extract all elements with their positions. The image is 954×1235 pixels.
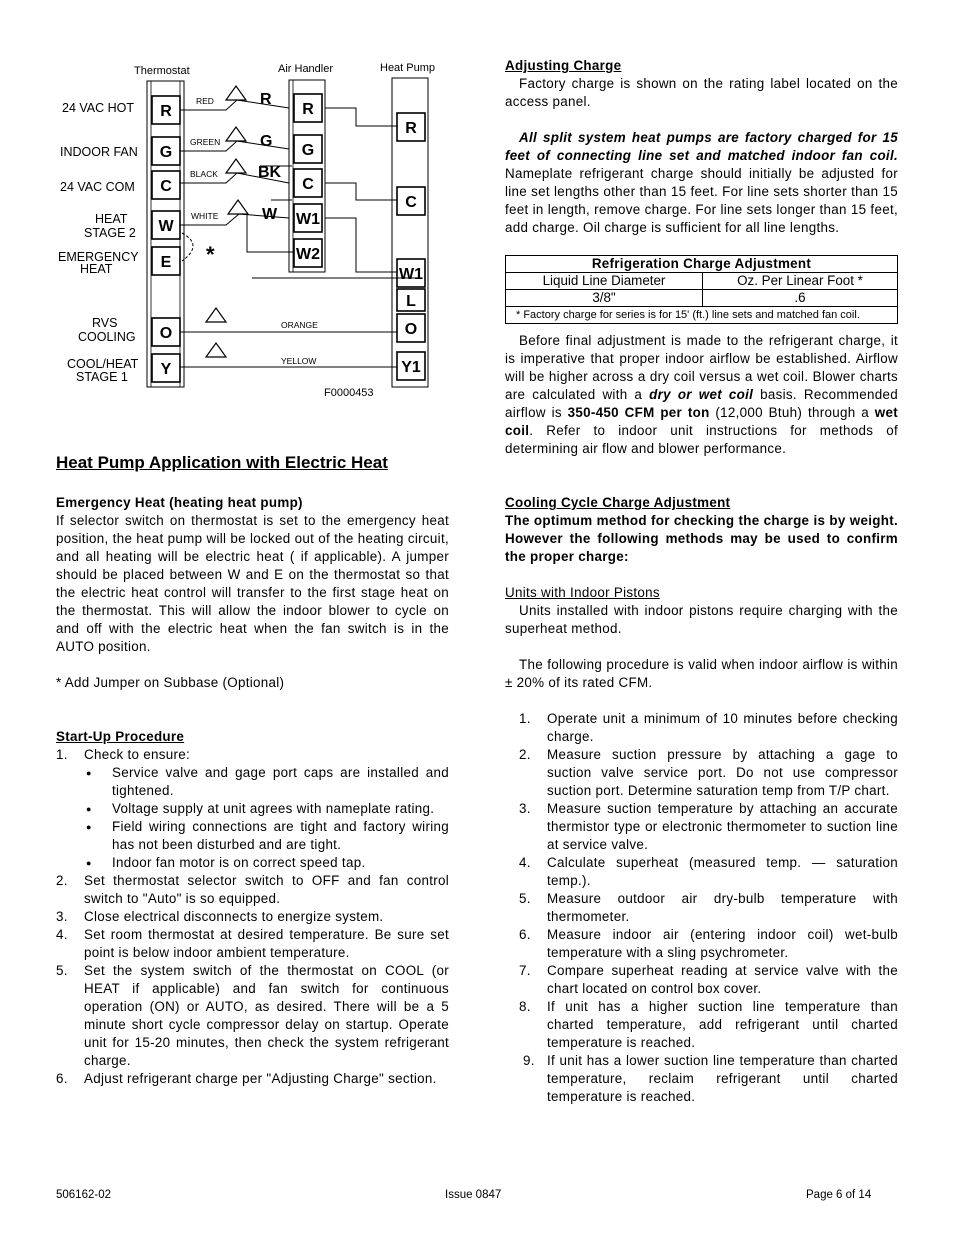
adjusting-charge-p1: Factory charge is shown on the rating label located on the access panel. [505, 76, 898, 109]
bullet-item: ● Field wiring connections are tight and factory wiring has not been disturbed and are tight. [56, 818, 449, 854]
figure-id: F0000453 [324, 387, 374, 399]
hp-terminal-r: R [405, 120, 417, 137]
wire-letter-r: R [260, 91, 272, 108]
section-title: Heat Pump Application with Electric Heat [56, 453, 388, 472]
list-item: 4. Calculate superheat (measured temp. — saturation temp.). [519, 855, 898, 888]
ah-terminal-w2: W2 [296, 246, 320, 263]
superheat-step-9: If unit has a lower suction line temperature than charted temperature, reclaim refrigerant until charted temperature is reached. [547, 1053, 898, 1104]
heat-pump-header: Heat Pump [380, 62, 436, 74]
bullet-item: ● Service valve and gage port caps are installed and tightened. [56, 764, 449, 800]
list-item: 5. Measure outdoor air dry-bulb temperature with thermometer. [519, 891, 898, 924]
tstat-terminal-y: Y [160, 361, 172, 378]
airflow-bold-2: 350-450 CFM per ton [567, 405, 710, 420]
startup-steps [56, 746, 449, 1088]
tstat-terminal-w: W [158, 218, 174, 235]
label-stage-2: STAGE 2 [84, 226, 136, 240]
superheat-step-4: Calculate superheat (measured temp. — saturation temp.). [547, 855, 898, 888]
table-row [506, 273, 898, 290]
list-item: 8. If unit has a higher suction line temperature than charted temperature, add refrigerant until charted temperature is reached. [519, 999, 898, 1050]
wire-color-red: RED [196, 96, 214, 106]
airflow-text-3: (12,000 Btuh) through a [709, 405, 875, 420]
table-header-diameter: Liquid Line Diameter [506, 273, 703, 290]
thermostat-header: Thermostat [134, 65, 190, 77]
wire-letter-w: W [262, 206, 278, 223]
superheat-steps [505, 710, 898, 1106]
label-stage-1: STAGE 1 [76, 370, 128, 384]
label-rvs: RVS [92, 316, 118, 330]
table-cell-oz: .6 [703, 290, 898, 307]
hp-terminal-w1: W1 [399, 266, 423, 283]
superheat-step-2: Measure suction pressure by attaching a gage to suction valve service port. Do not use compressor suction port. Determine saturation temp from T/P chart. [547, 747, 898, 798]
airflow-text-1: Before final adjustment is made to the refrigerant charge, it is imperative that proper indoor airflow be established. Airflow will be higher across a dry coil versus a wet coil. Blower charts are calculated with a [505, 333, 898, 402]
startup-step-1: Check to ensure: [84, 747, 191, 762]
air-handler-header: Air Handler [278, 63, 334, 75]
tstat-terminal-o: O [159, 325, 173, 342]
list-item: 7. Compare superheat reading at service valve with the chart located on control box cover. [519, 963, 898, 996]
label-24vac-hot: 24 VAC HOT [62, 101, 135, 115]
bullet-item: ● Voltage supply at unit agrees with nameplate rating. [56, 800, 449, 818]
adjusting-charge-bold: All split system heat pumps are factory charged for 15 feet of connecting line set and matched indoor fan coil. [505, 130, 898, 163]
emergency-heat-heading: Emergency Heat (heating heat pump) [56, 495, 303, 510]
adjusting-charge-heading: Adjusting Charge [505, 58, 622, 73]
label-cooling: COOLING [78, 330, 136, 344]
superheat-step-8: If unit has a higher suction line temperature than charted temperature, add refrigerant until charted temperature is reached. [547, 999, 898, 1050]
pistons-paragraph: Units installed with indoor pistons require charging with the superheat method. [505, 603, 898, 636]
tstat-terminal-r: R [160, 103, 172, 120]
footer-page: Page 6 of 14 [806, 1189, 872, 1201]
startup-step-4: Set room thermostat at desired temperature. Be sure set point is below indoor ambient temperature. [84, 927, 449, 960]
wiring-diagram-svg [56, 56, 456, 406]
superheat-step-6: Measure indoor air (entering indoor coil) wet-bulb temperature with a sling psychrometer. [547, 927, 898, 960]
airflow-bold-1: dry or wet coil [649, 387, 754, 402]
airflow-paragraph [505, 332, 898, 458]
superheat-step-3: Measure suction temperature by attaching an accurate thermistor type or electronic thermometer to suction line at service valve. [547, 801, 898, 852]
table-row [506, 290, 898, 307]
superheat-step-1: Operate unit a minimum of 10 minutes before checking charge. [547, 711, 898, 744]
jumper-asterisk: * [206, 242, 215, 267]
list-item: 2. Measure suction pressure by attaching a gage to suction valve service port. Do not use compressor suction port. Determine saturation temp from T/P chart. [519, 747, 898, 798]
wire-color-white: WHITE [191, 211, 219, 221]
wire-letter-g: G [260, 133, 273, 150]
startup-step-5: Set the system switch of the thermostat on COOL (or HEAT if applicable) and fan switch for continuous operation (ON) or AUTO, as desired. There will be a 5 minute short cycle compressor delay on startup. Operate unit for 15-20 minutes, then check the system refrigerant charge. [84, 963, 449, 1068]
table-header-oz: Oz. Per Linear Foot * [703, 273, 898, 290]
tstat-terminal-e: E [160, 254, 172, 271]
label-cool-heat: COOL/HEAT [67, 357, 139, 371]
startup-step-6: Adjust refrigerant charge per "Adjusting Charge" section. [84, 1071, 437, 1086]
adjusting-charge-rest: Nameplate refrigerant charge should initially be adjusted for line set lengths other than 15 feet. For line sets shorter than 15 feet in length, remove charge. For line sets longer than 15 feet, add charge. Oil charge is sufficient for all line lengths. [505, 166, 898, 235]
list-item: 5. Set the system switch of the thermostat on COOL (or HEAT if applicable) and fan switch for continuous operation (ON) or AUTO, as desired. There will be a 5 minute short cycle compressor delay on startup. Operate unit for 15-20 minutes, then check the system refrigerant charge. [56, 963, 449, 1068]
list-item: 2. Set thermostat selector switch to OFF and fan control switch to "Auto" is so equipped. [56, 873, 449, 906]
emergency-heat-body: If selector switch on thermostat is set to the emergency heat position, the heat pump will be locked out of the heating circuit, and all heating will be electric heat ( if applicable). A jumper should be placed between W and E on the thermostat so that the electric heat control will transfer to the first stage heat on the thermostat. This will allow the indoor blower to cycle on and off with the electric heat when the fan switch is in the AUTO position. [56, 513, 449, 654]
startup-heading: Start-Up Procedure [56, 729, 185, 744]
charge-adjustment-table [505, 255, 898, 324]
label-indoor-fan: INDOOR FAN [60, 145, 138, 159]
startup-bullets [56, 764, 449, 872]
pistons-heading: Units with Indoor Pistons [505, 585, 660, 600]
list-item: 9. If unit has a lower suction line temperature than charted temperature, reclaim refrigerant until charted temperature is reached. [523, 1053, 898, 1104]
hp-terminal-o: O [404, 321, 418, 338]
jumper-note: * Add Jumper on Subbase (Optional) [56, 675, 285, 690]
footer-issue: Issue 0847 [445, 1189, 502, 1201]
wire-color-yellow: YELLOW [281, 356, 317, 366]
airflow-bold-3: wet coil [505, 405, 898, 438]
table-title: Refrigeration Charge Adjustment [506, 256, 898, 273]
ah-terminal-g: G [301, 142, 315, 159]
wire-color-black: BLACK [190, 169, 218, 179]
table-footnote: * Factory charge for series is for 15' (ft.) line sets and matched fan coil. [506, 307, 898, 324]
bullet-item: ● Indoor fan motor is on correct speed tap. [56, 854, 449, 872]
hp-terminal-c: C [405, 194, 417, 211]
cooling-charge-heading: Cooling Cycle Charge Adjustment [505, 495, 731, 510]
list-item: 6. Adjust refrigerant charge per "Adjusting Charge" section. [56, 1071, 437, 1086]
wire-letter-bk: BK [258, 164, 282, 181]
ah-terminal-r: R [302, 101, 314, 118]
airflow-text-2: basis. Recommended airflow is [505, 387, 898, 420]
label-emergency: EMERGENCY [58, 250, 139, 264]
list-item: 3. Close electrical disconnects to energize system. [56, 909, 384, 924]
wire-color-orange: ORANGE [281, 320, 318, 330]
footer-doc-number: 506162-02 [56, 1189, 111, 1201]
list-item: 6. Measure indoor air (entering indoor coil) wet-bulb temperature with a sling psychrometer. [519, 927, 898, 960]
wiring-diagram [56, 56, 456, 406]
left-column [56, 494, 449, 1088]
label-emergency-heat: HEAT [80, 262, 113, 276]
startup-step-3: Close electrical disconnects to energize system. [84, 909, 384, 924]
ah-terminal-w1: W1 [296, 211, 320, 228]
list-item: 1. Check to ensure: ● Service valve and gage port caps are installed and tightened. ● Voltage supply at unit agrees with nameplate rating. ● Field wiring connections are tight and factory wiring has not been disturbed and are tight. ● Indoor fan motor is on correct speed tap. [56, 746, 449, 872]
superheat-step-5: Measure outdoor air dry-bulb temperature with thermometer. [547, 891, 898, 924]
cooling-charge-intro: The optimum method for checking the charge is by weight. However the following methods may be used to confirm the proper charge: [505, 513, 898, 564]
adjusting-charge-p2 [505, 129, 898, 237]
list-item: 4. Set room thermostat at desired temperature. Be sure set point is below indoor ambient temperature. [56, 927, 449, 960]
list-item: 1. Operate unit a minimum of 10 minutes before checking charge. [519, 711, 898, 744]
ah-terminal-c: C [302, 176, 314, 193]
wire-color-green: GREEN [190, 137, 221, 147]
right-column [505, 57, 898, 1106]
table-cell-diameter: 3/8" [506, 290, 703, 307]
superheat-step-7: Compare superheat reading at service valve with the chart located on control box cover. [547, 963, 898, 996]
procedure-paragraph: The following procedure is valid when indoor airflow is within ± 20% of its rated CFM. [505, 657, 898, 690]
hp-terminal-l: L [406, 293, 416, 310]
tstat-terminal-c: C [160, 178, 172, 195]
hp-terminal-y1: Y1 [401, 359, 421, 376]
airflow-text-4: . Refer to indoor unit instructions for methods of determining air flow and blower performance. [505, 423, 898, 456]
tstat-terminal-g: G [159, 144, 173, 161]
list-item: 3. Measure suction temperature by attaching an accurate thermistor type or electronic thermometer to suction line at service valve. [519, 801, 898, 852]
label-heat: HEAT [95, 212, 128, 226]
label-24vac-com: 24 VAC COM [60, 180, 135, 194]
startup-step-2: Set thermostat selector switch to OFF and fan control switch to "Auto" is so equipped. [84, 873, 449, 906]
